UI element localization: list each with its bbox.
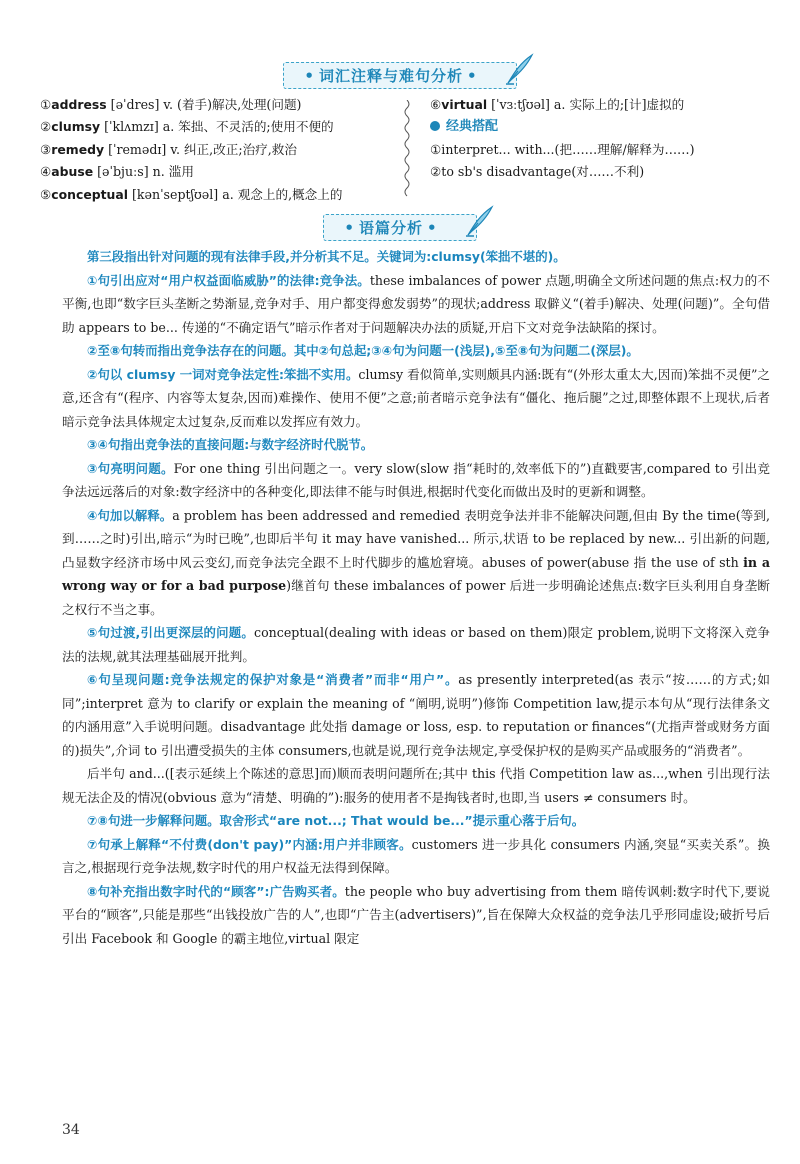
vocab-item: ③remedy [ˈremədɪ] v. 纠正,改正;治疗,救治 — [40, 141, 297, 157]
vocab-banner: • 词汇注释与难句分析 • — [283, 62, 516, 89]
paragraph: 第三段指出针对问题的现有法律手段,并分析其不足。关键词为:clumsy(笨拙不堪的)。 — [87, 249, 566, 264]
vocab-section — [40, 94, 770, 206]
vocab-left-column — [40, 94, 400, 206]
paragraph: ⑦⑧句进一步解释问题。取舍形式“are not...; That would be...”提示重心落于后句。 — [87, 813, 585, 828]
phrase-item: ②to sb's disadvantage(对……不利) — [430, 164, 645, 180]
bullet-icon — [430, 121, 440, 131]
analysis-banner-title: 语篇分析 — [358, 219, 423, 237]
paragraph: ⑥句呈现问题:竞争法规定的保护对象是“消费者”而非“用户”。as presently interpreted(as 表示“按……的方式;如同”;interpret 意为 to clarify or explain the meaning of “阐明,说明”)修饰 Competition law,提示本句从“现行法律条文的内涵用意”入手说明问题。disadvantage 此处指 damage or loss, esp. to reputation or finances“(尤指声誉或财务方面的)损失”,介词 to 引出遭受损失的主体 consumers,也就是说,现行竞争法规定,享受保护权的是购买产品或服务的“消费者”。 — [62, 672, 770, 758]
analysis-banner: • 语篇分析 • — [323, 214, 476, 241]
paragraph: ③句亮明问题。For one thing 引出问题之一。very slow(slow 指“耗时的,效率低下的”)直戳要害,compared to 引出竞争法远远落后的对象:数字经济中的各种变化,即法律不能与时俱进,根据时代变化而做出及时的更新和调整。 — [62, 460, 770, 499]
vocab-banner-title: 词汇注释与难句分析 — [318, 67, 463, 85]
paragraph: ⑦句承上解释“不付费(don't pay)”内涵:用户并非顾客。customers 进一步具化 consumers 内涵,突显“买卖关系”。换言之,根据现行竞争法规,数字时代的用户权益无法得到保障。 — [62, 836, 770, 875]
vocab-item: ②clumsy [ˈklʌmzɪ] a. 笨拙、不灵活的;使用不便的 — [40, 119, 334, 135]
vocab-right-column — [430, 94, 780, 184]
wavy-divider — [402, 100, 412, 200]
vocab-item: ①address [əˈdres] v. (着手)解决,处理(问题) — [40, 97, 302, 112]
paragraph: ②至⑧句转而指出竞争法存在的问题。其中②句总起;③④句为问题一(浅层),⑤至⑧句为问题二(深层)。 — [87, 343, 639, 358]
paragraph: ②句以 clumsy 一词对竞争法定性:笨拙不实用。clumsy 看似简单,实则颇具内涵:既有“(外形太重太大,因而)笨拙不灵便”之意,还含有“(程序、内容等太复杂,因而)难操作、使用不便”之意;前者暗示竞争法有“僵化、拖后腿”之过,即整体跟不上现状,后者暗示竞争法具体规定太过复杂,反而难以发挥应有效力。 — [62, 366, 770, 429]
quill-icon — [464, 205, 494, 237]
phrase-item: ①interpret... with...(把……理解/解释为……) — [430, 141, 695, 157]
vocab-banner-wrap — [0, 62, 800, 89]
paragraph: ④句加以解释。a problem has been addressed and remedied 表明竞争法并非不能解决问题,但由 By the time(等到,到……之时)引出,暗示“为时已晚”,也即后半句 it may have vanished... 所示,状语 to be replaced by new... 引出新的问题,凸显数字经济市场中风云变幻,而竞争法完全跟不上时代脚步的尴尬窘境。abuses of power(abuse 指 the use of sth in a wrong way or for a bad purpose)继首句 these imbalances of power 后进一步明确论述焦点:数字巨头利用自身垄断之权行不当之事。 — [62, 507, 770, 617]
page-number: 34 — [62, 1122, 80, 1138]
paragraph: ⑧句补充指出数字时代的“顾客”:广告购买者。the people who buy advertising from them 暗传讽刺:数字时代下,要说平台的“顾客”,只能是那些“出钱投放广告的人”,也即“广告主(advertisers)”,旨在保障大众权益的竞争法几乎形同虚设;破折号后引出 Facebook 和 Google 的霸主地位,virtual 限定 — [62, 883, 771, 946]
paragraph: ①句引出应对“用户权益面临威胁”的法律:竞争法。these imbalances of power 点题,明确全文所述问题的焦点:权力的不平衡,也即“数字巨头垄断之势渐显,竞争对手、用户都变得愈发弱势”的现状;address 取僻义“(着手)解决、处理(问题)”。全句借助 appears to be... 传递的“不确定语气”暗示作者对于问题解决办法的质疑,开启下文对竞争法缺陷的探讨。 — [62, 272, 770, 335]
vocab-item: ⑤conceptual [kənˈseptʃʊəl] a. 观念上的,概念上的 — [40, 186, 343, 202]
quill-icon — [504, 53, 534, 85]
analysis-banner-wrap — [0, 214, 800, 241]
analysis-section — [62, 245, 770, 950]
vocab-item: ④abuse [əˈbjuːs] n. 滥用 — [40, 164, 194, 180]
paragraph: ③④句指出竞争法的直接问题:与数字经济时代脱节。 — [87, 437, 374, 452]
vocab-item: ⑥virtual [ˈvɜːtʃʊəl] a. 实际上的;[计]虚拟的 — [430, 97, 685, 112]
classic-collocation-title: 经典搭配 — [430, 116, 780, 138]
paragraph: ⑤句过渡,引出更深层的问题。conceptual(dealing with ideas or based on them)限定 problem,说明下文将深入竞争法的法规,就其法理基础展开批判。 — [62, 625, 770, 664]
paragraph: 后半句 and...([表示延续上个陈述的意思]而)顺而表明问题所在;其中 this 代指 Competition law as...,when 引出现行法规无法企及的情况(obvious 意为“清楚、明确的”):服务的使用者不是掏钱者时,也即,当 users ≠ consumers 时。 — [62, 766, 770, 805]
